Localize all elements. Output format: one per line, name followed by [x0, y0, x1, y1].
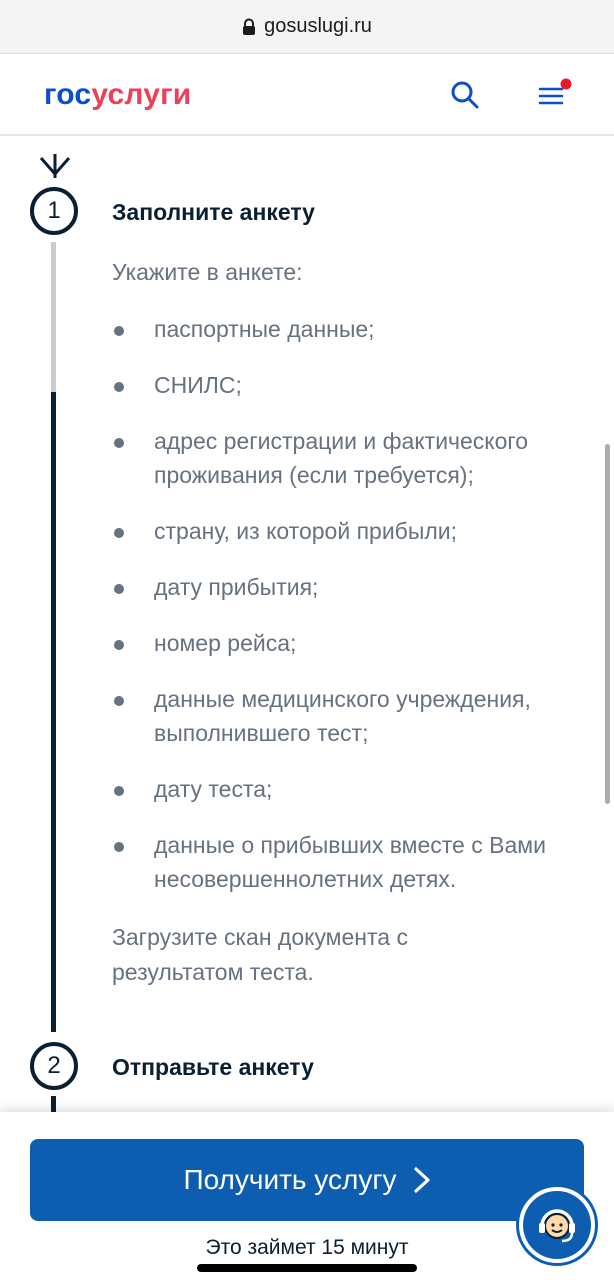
site-header: [0, 54, 614, 136]
timeline-line-next: [51, 1096, 56, 1112]
list-item-text: дату теста;: [154, 776, 273, 802]
list-item: [112, 424, 592, 492]
arrow-down-icon: [38, 154, 72, 180]
menu-icon[interactable]: [538, 78, 574, 110]
bullet-icon: [114, 640, 124, 650]
service-steps: [0, 136, 614, 1112]
get-service-button[interactable]: [30, 1139, 584, 1221]
lock-icon: [242, 18, 256, 36]
bullet-icon: [114, 696, 124, 706]
bullet-icon: [114, 528, 124, 538]
bullet-icon: [114, 382, 124, 392]
logo-part-uslugi: услуги: [91, 78, 192, 111]
list-item-text: страну, из которой прибыли;: [154, 518, 458, 544]
list-item-text: СНИЛС;: [154, 372, 242, 398]
step-number-1: 1: [30, 187, 78, 235]
bullet-icon: [114, 786, 124, 796]
support-chat-button[interactable]: [516, 1184, 598, 1266]
timeline-line-progress: [51, 242, 56, 392]
step-1-outro: Загрузите скан документа с результатом теста.: [112, 924, 408, 985]
list-item-text: номер рейса;: [154, 630, 297, 656]
duration-text: Это займет 15 минут: [205, 1236, 409, 1259]
logo-part-gos: гос: [44, 78, 92, 111]
list-item: [112, 312, 592, 346]
home-indicator[interactable]: [197, 1264, 417, 1272]
list-item-text: данные о прибывших вместе с Вами несовершеннолетних детях.: [154, 832, 546, 892]
bullet-icon: [114, 438, 124, 448]
support-operator-icon: [523, 1191, 591, 1259]
list-item-text: паспортные данные;: [154, 316, 375, 342]
scrollbar[interactable]: [605, 444, 610, 804]
bullet-icon: [114, 584, 124, 594]
gosuslugi-logo[interactable]: [44, 78, 191, 112]
notification-dot-icon: [561, 79, 572, 90]
list-item: [112, 570, 592, 604]
step-title-1: Заполните анкету: [112, 199, 315, 225]
list-item-text: адрес регистрации и фактического проживания (если требуется);: [154, 428, 529, 488]
step-1-intro: Укажите в анкете:: [112, 259, 303, 285]
chevron-right-icon: [413, 1166, 431, 1194]
get-service-label: Получить услугу: [183, 1164, 397, 1195]
list-item: [112, 828, 592, 896]
bullet-icon: [114, 326, 124, 336]
list-item: [112, 682, 592, 750]
list-item-text: дату прибытия;: [154, 574, 319, 600]
search-icon[interactable]: [450, 80, 480, 110]
step-number-2: 2: [30, 1042, 78, 1090]
list-item: [112, 772, 592, 806]
list-item: [112, 514, 592, 548]
browser-url-bar[interactable]: [0, 0, 614, 54]
headset-icon: [532, 1200, 582, 1250]
list-item: [112, 626, 592, 660]
list-item: [112, 368, 592, 402]
browser-url: gosuslugi.ru: [264, 15, 372, 37]
bottom-action-bar: [0, 1112, 614, 1280]
required-data-list: [112, 312, 592, 918]
bullet-icon: [114, 842, 124, 852]
list-item-text: данные медицинского учреждения, выполнившего тест;: [154, 686, 531, 746]
step-title-2: Отправьте анкету: [112, 1054, 314, 1080]
